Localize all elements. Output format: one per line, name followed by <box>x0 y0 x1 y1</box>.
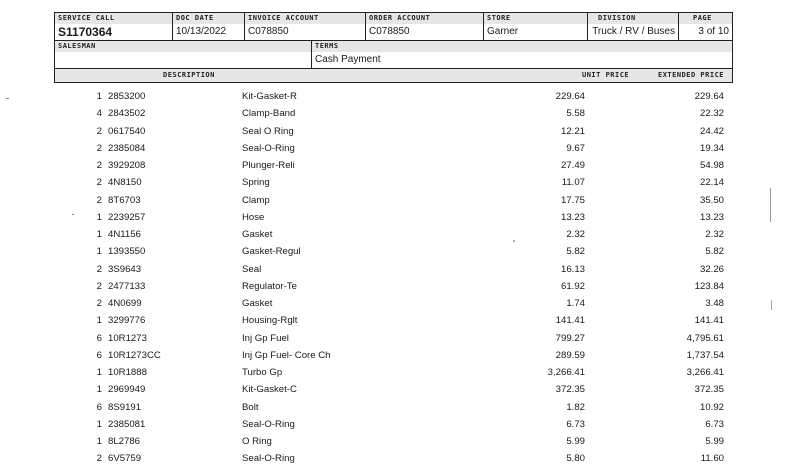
division-cell <box>588 13 679 40</box>
line-part-number: 2843502 <box>108 108 146 120</box>
line-item-row <box>0 160 798 177</box>
line-unit-price: 9.67 <box>566 142 585 154</box>
line-extended-price: 229.64 <box>694 91 724 102</box>
invoice-account-value: C078850 <box>248 26 289 37</box>
salesman-cell <box>55 41 312 68</box>
line-description: Turbo Gp <box>242 367 283 378</box>
line-qty: 1 <box>96 315 102 327</box>
doc-date-label: DOC DATE <box>173 13 244 24</box>
extended-price-column-header: EXTENDED PRICE <box>658 71 725 79</box>
line-extended-price: 35.50 <box>699 194 724 206</box>
line-part-number: 10R1273CC <box>108 349 161 361</box>
line-description: Housing-Rglt <box>242 315 298 327</box>
service-call-cell <box>55 13 173 40</box>
store-cell <box>484 13 588 40</box>
line-part-number: 1393550 <box>108 246 146 258</box>
line-part-number: 3S9643 <box>108 263 142 275</box>
line-unit-price: 5.99 <box>566 436 585 447</box>
line-extended-price: 1,737.54 <box>686 349 724 361</box>
line-qty: 1 <box>96 246 102 258</box>
line-item-row <box>0 333 798 350</box>
line-description: Hose <box>242 211 265 223</box>
line-extended-price: 3.48 <box>705 298 724 309</box>
line-unit-price: 12.21 <box>560 125 585 137</box>
line-description: Seal <box>242 263 262 275</box>
line-item-row <box>0 436 798 453</box>
unit-price-column-header: UNIT PRICE <box>582 71 630 79</box>
line-part-number: 8L2786 <box>108 436 141 447</box>
line-extended-price: 141.41 <box>694 315 724 327</box>
line-qty: 1 <box>96 211 102 223</box>
line-qty: 2 <box>96 263 102 275</box>
line-unit-price: 11.07 <box>561 177 585 189</box>
line-part-number: 2239257 <box>108 211 146 223</box>
header-row-1 <box>55 13 732 40</box>
line-qty: 6 <box>96 332 102 344</box>
line-description: Seal O Ring <box>242 125 294 137</box>
scan-streak <box>770 188 771 222</box>
division-value: Truck / RV / Buses <box>592 26 675 37</box>
line-part-number: 3929208 <box>108 160 146 171</box>
page-value: 3 of 10 <box>698 26 729 37</box>
line-item-row <box>0 212 798 229</box>
line-extended-price: 123.84 <box>694 280 724 292</box>
line-item-row <box>0 350 798 367</box>
line-item-row <box>0 91 798 108</box>
line-part-number: 2969949 <box>108 384 146 396</box>
line-description: Gasket <box>242 298 273 309</box>
scan-speck <box>513 240 515 242</box>
line-part-number: 2385084 <box>108 142 146 154</box>
line-qty: 2 <box>96 194 102 206</box>
line-extended-price: 54.98 <box>699 160 724 171</box>
doc-date-cell <box>173 13 245 40</box>
line-unit-price: 1.82 <box>566 401 585 413</box>
line-extended-price: 22.14 <box>699 177 724 189</box>
line-description: O Ring <box>242 436 272 447</box>
line-extended-price: 32.26 <box>699 263 724 275</box>
line-qty: 2 <box>96 160 102 171</box>
line-item-row <box>0 246 798 263</box>
line-extended-price: 372.35 <box>694 384 724 396</box>
line-extended-price: 13.23 <box>699 211 724 223</box>
line-item-row <box>0 367 798 384</box>
line-part-number: 0617540 <box>108 125 146 137</box>
terms-cell <box>312 41 732 68</box>
line-extended-price: 24.42 <box>699 125 724 137</box>
page-label: PAGE <box>679 13 732 24</box>
line-part-number: 10R1273 <box>108 332 147 344</box>
line-qty: 2 <box>96 142 102 154</box>
line-description: Clamp <box>242 194 270 206</box>
line-unit-price: 1.74 <box>566 298 585 309</box>
terms-label: TERMS <box>312 41 732 52</box>
line-qty: 2 <box>96 298 102 309</box>
line-unit-price: 372.35 <box>555 384 585 396</box>
line-description: Inj Gp Fuel <box>242 332 289 344</box>
line-unit-price: 13.23 <box>560 211 585 223</box>
line-description: Seal-O-Ring <box>242 142 295 154</box>
line-unit-price: 16.13 <box>560 263 585 275</box>
line-extended-price: 3,266.41 <box>686 367 724 378</box>
line-description: Gasket-Regul <box>242 246 301 258</box>
order-account-cell <box>366 13 484 40</box>
invoice-account-cell <box>245 13 366 40</box>
header-row-2 <box>55 40 732 68</box>
line-part-number: 4N0699 <box>108 298 142 309</box>
scan-speck <box>6 98 9 99</box>
line-unit-price: 289.59 <box>555 349 585 361</box>
line-description: Inj Gp Fuel- Core Ch <box>242 349 331 361</box>
order-account-value: C078850 <box>369 26 410 37</box>
line-unit-price: 2.32 <box>566 229 585 240</box>
line-unit-price: 61.92 <box>560 280 585 292</box>
line-qty: 2 <box>96 453 102 465</box>
line-qty: 2 <box>96 125 102 137</box>
line-part-number: 2385081 <box>108 418 146 430</box>
line-unit-price: 6.73 <box>566 418 585 430</box>
line-extended-price: 6.73 <box>705 418 724 430</box>
division-label: DIVISION <box>588 13 678 24</box>
line-part-number: 4N8150 <box>108 177 142 189</box>
line-item-row <box>0 126 798 143</box>
line-extended-price: 5.82 <box>705 246 724 258</box>
line-unit-price: 3,266.41 <box>547 367 585 378</box>
line-qty: 2 <box>96 177 102 189</box>
line-description: Seal-O-Ring <box>242 418 295 430</box>
terms-value: Cash Payment <box>315 54 381 65</box>
line-unit-price: 5.80 <box>566 453 585 465</box>
line-unit-price: 27.49 <box>560 160 585 171</box>
line-item-row <box>0 402 798 419</box>
line-description: Gasket <box>242 229 273 240</box>
store-value: Garner <box>487 26 519 37</box>
line-item-row <box>0 298 798 315</box>
line-description: Bolt <box>242 401 259 413</box>
line-extended-price: 22.32 <box>699 108 724 120</box>
line-item-row <box>0 229 798 246</box>
line-part-number: 10R1888 <box>108 367 147 378</box>
column-header-cell <box>55 69 732 82</box>
line-unit-price: 141.41 <box>555 315 585 327</box>
line-qty: 1 <box>96 367 102 378</box>
line-description: Clamp-Band <box>242 108 296 120</box>
line-extended-price: 4,795.61 <box>686 332 724 344</box>
line-unit-price: 799.27 <box>555 332 585 344</box>
line-extended-price: 5.99 <box>705 436 724 447</box>
doc-date-value: 10/13/2022 <box>176 26 227 37</box>
line-qty: 1 <box>96 229 102 240</box>
line-item-row <box>0 108 798 125</box>
line-extended-price: 19.34 <box>699 142 724 154</box>
line-item-row <box>0 453 798 470</box>
scan-streak <box>771 300 772 310</box>
line-qty: 2 <box>96 280 102 292</box>
description-column-header: DESCRIPTION <box>163 71 215 79</box>
line-item-row <box>0 281 798 298</box>
line-part-number: 6V5759 <box>108 453 142 465</box>
line-part-number: 8S9191 <box>108 401 142 413</box>
line-extended-price: 11.60 <box>700 453 724 465</box>
line-unit-price: 17.75 <box>560 194 585 206</box>
invoice-header <box>54 12 733 83</box>
line-description: Kit-Gasket-R <box>242 91 297 102</box>
page-cell <box>679 13 732 40</box>
line-item-row <box>0 384 798 401</box>
line-qty: 6 <box>96 401 102 413</box>
line-unit-price: 5.82 <box>566 246 585 258</box>
salesman-value <box>55 52 311 68</box>
order-account-label: ORDER ACCOUNT <box>366 13 483 24</box>
scan-speck <box>72 214 74 215</box>
line-part-number: 2853200 <box>108 91 146 102</box>
line-extended-price: 10.92 <box>699 401 724 413</box>
line-description: Spring <box>242 177 270 189</box>
line-unit-price: 5.58 <box>566 108 585 120</box>
line-item-row <box>0 315 798 332</box>
line-part-number: 4N1156 <box>108 229 141 240</box>
service-call-value: S1170364 <box>58 25 113 39</box>
service-call-label: SERVICE CALL <box>55 13 172 24</box>
line-qty: 1 <box>96 91 102 102</box>
line-qty: 1 <box>96 418 102 430</box>
line-item-row <box>0 264 798 281</box>
line-qty: 1 <box>96 384 102 396</box>
line-qty: 4 <box>96 108 102 120</box>
line-unit-price: 229.64 <box>555 91 585 102</box>
line-item-row <box>0 177 798 194</box>
line-description: Regulator-Te <box>242 280 297 292</box>
line-part-number: 8T6703 <box>108 194 141 206</box>
line-description: Plunger-Reli <box>242 160 295 171</box>
line-qty: 6 <box>96 349 102 361</box>
line-part-number: 2477133 <box>108 280 146 292</box>
line-qty: 1 <box>96 436 102 447</box>
line-item-row <box>0 195 798 212</box>
line-description: Kit-Gasket-C <box>242 384 297 396</box>
column-header-row <box>55 68 732 82</box>
line-item-row <box>0 143 798 160</box>
line-extended-price: 2.32 <box>705 229 724 240</box>
line-item-row <box>0 419 798 436</box>
line-description: Seal-O-Ring <box>242 453 295 465</box>
line-part-number: 3299776 <box>108 315 146 327</box>
store-label: STORE <box>484 13 587 24</box>
invoice-account-label: INVOICE ACCOUNT <box>245 13 365 24</box>
salesman-label: SALESMAN <box>55 41 311 52</box>
